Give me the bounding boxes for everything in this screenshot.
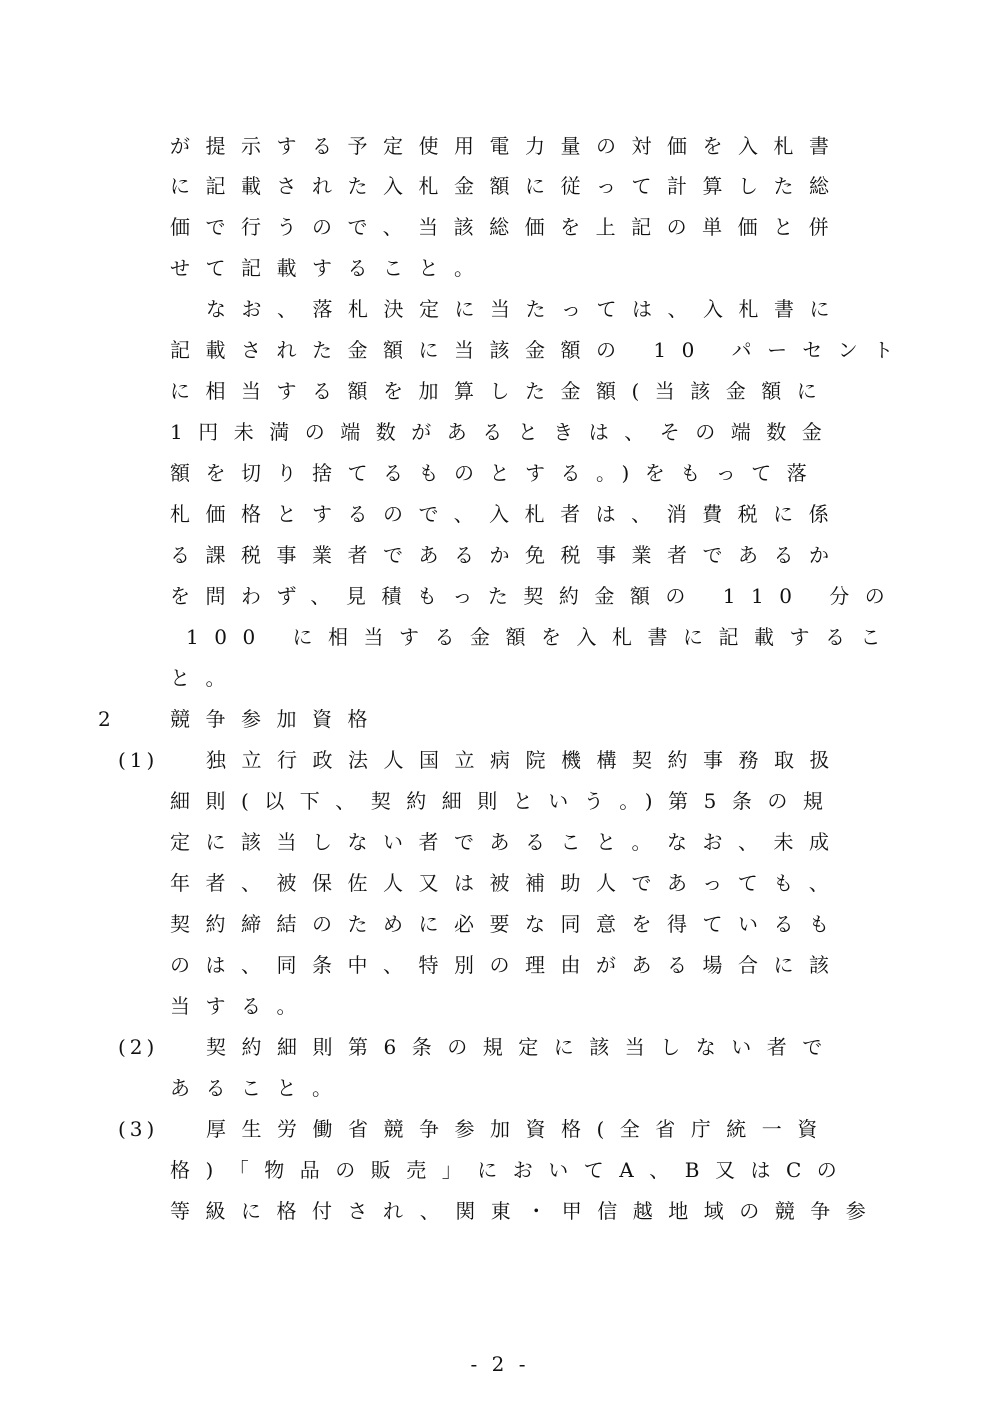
section-number: 2 bbox=[98, 707, 115, 731]
text-line: を問わず、見積もった契約金額の 110 分の bbox=[170, 584, 901, 608]
text-line: に相当する額を加算した金額(当該金額に bbox=[170, 379, 833, 403]
text-line: 契約締結のために必要な同意を得ているも bbox=[170, 912, 845, 936]
text-line: 年者、被保佐人又は被補助人であっても、 bbox=[170, 871, 845, 895]
text-line: 札価格とするので、入札者は、消費税に係 bbox=[170, 502, 845, 526]
text-line: 1円未満の端数があるときは、その端数金 bbox=[170, 420, 838, 444]
text-line: が提示する予定使用電力量の対価を入札書 bbox=[170, 134, 845, 158]
text-line: 独立行政法人国立病院機構契約事務取扱 bbox=[206, 748, 845, 772]
text-line: 額を切り捨てるものとする。)をもって落 bbox=[170, 461, 823, 485]
text-line: 価で行うので、当該総価を上記の単価と併 bbox=[170, 215, 845, 239]
text-line: 100 に相当する金額を入札書に記載するこ bbox=[186, 625, 897, 649]
item-number: (2) bbox=[118, 1035, 159, 1059]
text-line: 等級に格付され、関東・甲信越地域の競争参 bbox=[170, 1199, 882, 1223]
page-number: - 2 - bbox=[470, 1352, 530, 1376]
text-line: 厚生労働省競争参加資格(全省庁統一資 bbox=[206, 1117, 833, 1141]
text-line: 定に該当しない者であること。なお、未成 bbox=[170, 830, 845, 854]
text-line: に記載された入札金額に従って計算した総 bbox=[170, 174, 845, 198]
item-number: (1) bbox=[118, 748, 159, 772]
item-number: (3) bbox=[118, 1117, 159, 1141]
text-line: のは、同条中、特別の理由がある場合に該 bbox=[170, 953, 845, 977]
text-line: 格)「物品の販売」においてA、B又はCの bbox=[170, 1158, 853, 1182]
section-heading: 競争参加資格 bbox=[170, 707, 383, 731]
text-line: と。 bbox=[170, 666, 241, 690]
text-line: る課税事業者であるか免税事業者であるか bbox=[170, 543, 845, 567]
text-line: なお、落札決定に当たっては、入札書に bbox=[206, 297, 845, 321]
text-line: 細則(以下、契約細則という。)第5条の規 bbox=[170, 789, 839, 813]
text-line: 記載された金額に当該金額の 10 パーセント bbox=[170, 338, 909, 362]
text-line: 契約細則第6条の規定に該当しない者で bbox=[206, 1035, 838, 1059]
text-line: せて記載すること。 bbox=[170, 256, 490, 280]
text-line: 当する。 bbox=[170, 994, 312, 1018]
text-line: あること。 bbox=[170, 1076, 348, 1100]
